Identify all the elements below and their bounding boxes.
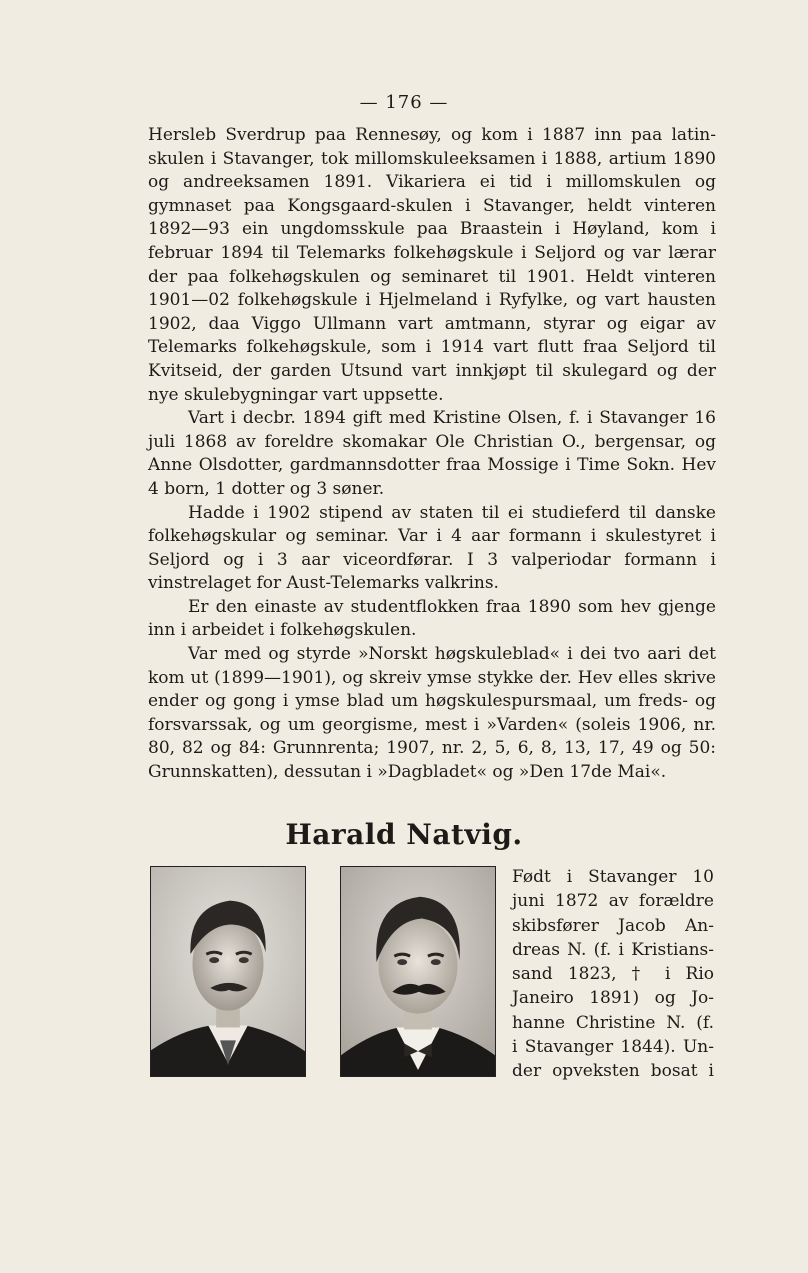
page-number: — 176 — (359, 92, 449, 113)
side-text-line: skibsfører Jacob An- (512, 915, 714, 936)
side-text-line: i Stavanger 1844). Un- (512, 1037, 714, 1058)
side-text-line: Janeiro 1891) og Jo- (512, 988, 714, 1009)
side-text-line: hanne Christine N. (f. (512, 1012, 714, 1033)
side-text (512, 865, 714, 1084)
side-text-line: sand 1823, † i Rio (512, 964, 714, 985)
portrait-young-man-image (151, 867, 305, 1076)
side-text-line: juni 1872 av forældre (512, 891, 714, 912)
paragraph-1: Hersleb Sverdrup paa Rennesøy, og kom i 1887 inn paa latinskulen i Stavanger, tok millomskuleeksamen i 1888, artium 1890 og andreeksamen 1891. Vikariera ei tid i millomskulen og gymnaset paa Kongsgaard-skulen i Stavanger, heldt vinteren 1892—93 ein ungdomsskule paa Braastein i Høyland, kom i februar 1894 til Telemarks folkehøgskule i Seljord og var lærar der paa folkehøgskulen og seminaret til 1901. Heldt vinteren 1901—02 folkehøgskule i Hjelmeland i Ryfylke, og vart hausten 1902, daa Viggo Ullmann vart amtmann, styrar og eigar av Telemarks folkehøgskule, som i 1914 vart flutt fraa Seljord til Kvitseid, der garden Utsund vart innkjøpt til skulegard og der nye skulebygningar vart uppsette. (148, 125, 716, 405)
section-heading: Harald Natvig. (285, 818, 523, 851)
paragraph-4: Er den einaste av studentflokken fraa 1890 som hev gjenge inn i arbeidet i folkehøgskulen. (148, 596, 716, 641)
paragraph-3: Hadde i 1902 stipend av staten til ei studieferd til danske folkehøgskular og seminar. Var i 4 aar formann i skulestyret i Seljord og i 3 aar viceordførar. I 3 valperiodar formann i vinstrelaget for Aust-Telemarks valkrins. (148, 502, 716, 594)
portrait-photo-left (150, 866, 306, 1077)
portrait-mustached-man-image (341, 867, 495, 1076)
body-text (148, 124, 716, 785)
paragraph-2: Vart i decbr. 1894 gift med Kristine Olsen, f. i Stavanger 16 juli 1868 av foreldre skomakar Ole Christian O., bergensar, og Anne Olsdotter, gardmannsdotter fraa Mossige i Time Sokn. Hev 4 born, 1 dotter og 3 søner. (148, 408, 716, 499)
side-text-line: dreas N. (f. i Kristians- (512, 939, 714, 960)
side-text-line: Født i Stavanger 10 (512, 867, 714, 887)
portrait-photo-right (340, 866, 496, 1077)
side-text-line: der opveksten bosat i (512, 1061, 714, 1082)
paragraph-5: Var med og styrde »Norskt høgskuleblad« i dei tvo aari det kom ut (1899—1901), og skreiv ymse stykke der. Hev elles skrive ender og gong i ymse blad um høgskulespursmaal, um freds- og forsvarssak, og um georgisme, mest i »Varden« (soleis 1906, nr. 80, 82 og 84: Grunnrenta; 1907, nr. 2, 5, 6, 8, 13, 17, 49 og 50: Grunnskatten), dessutan i »Dagbladet« og »Den 17de Mai«. (148, 644, 716, 783)
